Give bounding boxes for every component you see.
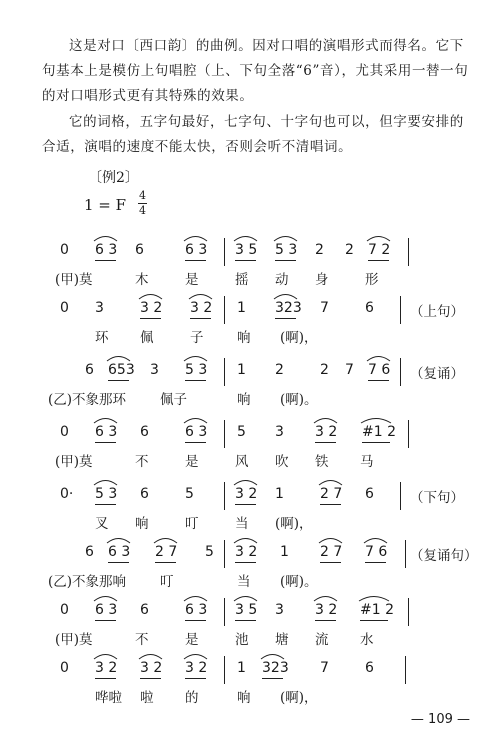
- lyric: 啦: [140, 690, 154, 706]
- bar-line: [224, 598, 225, 626]
- slur-mark: [183, 592, 208, 602]
- note: 6 3: [185, 242, 208, 258]
- beam-underline: [185, 620, 206, 621]
- beam-underline: [140, 678, 161, 679]
- phrase-tag: （下句）: [410, 490, 464, 506]
- beam-underline: [315, 620, 336, 621]
- example-label: 〔例2〕: [88, 170, 139, 186]
- slur-mark: [93, 232, 118, 242]
- note: 0·: [60, 486, 74, 502]
- note: 0: [60, 660, 69, 676]
- slur-mark: [183, 232, 208, 242]
- note: 6: [365, 660, 374, 676]
- beam-underline: [185, 442, 206, 443]
- beam-underline: [275, 260, 296, 261]
- beam-underline: [262, 678, 283, 679]
- score-row: [0, 238, 490, 298]
- note: 6 3: [185, 602, 208, 618]
- slur-mark: [313, 592, 338, 602]
- lyric: 吹: [275, 454, 289, 470]
- bar-line: [405, 540, 406, 568]
- note: 6 3: [108, 544, 131, 560]
- bar-line: [224, 482, 225, 510]
- bar-line: [400, 358, 401, 386]
- slur-mark: [183, 650, 208, 660]
- lyric: 木: [135, 272, 149, 288]
- note: 3 2: [185, 660, 208, 676]
- lyric: 响: [237, 690, 251, 706]
- beam-underline: [155, 562, 176, 563]
- beam-underline: [315, 442, 336, 443]
- lyric: 塘: [275, 632, 289, 648]
- slur-mark: [106, 352, 131, 362]
- lyric: 不: [135, 632, 149, 648]
- note: 2: [275, 362, 284, 378]
- beam-underline: [368, 380, 389, 381]
- score-row: [0, 358, 490, 418]
- lyric: (乙)不象那响: [48, 574, 127, 590]
- phrase-tag: （复诵句）: [410, 548, 478, 564]
- note: 2 7: [320, 544, 343, 560]
- bar-line: [405, 656, 406, 684]
- beam-underline: [108, 562, 129, 563]
- lyric: (啊)。: [280, 392, 318, 408]
- lyric: (啊)。: [280, 574, 318, 590]
- note: 5: [185, 486, 194, 502]
- note: 7: [345, 362, 354, 378]
- note: 323: [275, 300, 302, 316]
- note: 7: [320, 300, 329, 316]
- note: 5 3: [185, 362, 208, 378]
- note: 2: [320, 362, 329, 378]
- paragraph-2: 它的词格，五字句最好，七字句、十字句也可以，但字要安排的合适，演唱的速度不能太快，否则会听不清唱词。: [42, 114, 464, 155]
- note: 323: [262, 660, 289, 676]
- lyric: 的: [185, 690, 199, 706]
- lyric: 流: [315, 632, 329, 648]
- time-denominator: 4: [139, 204, 146, 217]
- note: 7 2: [368, 242, 391, 258]
- note: 0: [60, 242, 69, 258]
- slur-mark: [183, 414, 208, 424]
- bar-line: [408, 238, 409, 266]
- lyric: (乙)不象那环: [48, 392, 127, 408]
- note: 5: [205, 544, 214, 560]
- score-row: [0, 420, 490, 480]
- lyric: 环: [95, 330, 109, 346]
- lyric: (啊)，: [280, 690, 318, 706]
- slur-mark: [183, 352, 208, 362]
- bar-line: [224, 358, 225, 386]
- beam-underline: [368, 260, 389, 261]
- note: 6: [365, 486, 374, 502]
- lyric: 响: [237, 330, 251, 346]
- lyric: 哗啦: [95, 690, 122, 706]
- phrase-tag: （上句）: [410, 304, 464, 320]
- note: 3 5: [235, 242, 258, 258]
- beam-underline: [190, 318, 211, 319]
- slur-mark: [93, 592, 118, 602]
- note: 0: [60, 300, 69, 316]
- lyric: 响: [135, 516, 149, 532]
- bar-line: [408, 598, 409, 626]
- phrase-tag: （复诵）: [410, 366, 464, 382]
- score-row: [0, 540, 490, 600]
- beam-underline: [360, 620, 388, 621]
- note: 653: [108, 362, 135, 378]
- bar-line: [224, 238, 225, 266]
- note: 6: [140, 602, 149, 618]
- note: 2 7: [155, 544, 178, 560]
- note: #1 2: [362, 424, 396, 440]
- note: 3 2: [95, 660, 118, 676]
- note: 6: [85, 362, 94, 378]
- beam-underline: [185, 678, 206, 679]
- slur-mark: [363, 534, 388, 544]
- beam-underline: [185, 380, 206, 381]
- paragraph-1: 这是对口〔西口韵〕的曲例。因对口唱的演唱形式而得名。它下句基本上是模仿上句唱腔（上、下句全落“6”音），尤其采用一替一句的对口唱形式更有其特殊的效果。: [42, 38, 469, 104]
- lyric: 响: [237, 392, 251, 408]
- note: 6 3: [185, 424, 208, 440]
- note: 2 7: [320, 486, 343, 502]
- note: #1 2: [360, 602, 394, 618]
- note: 6: [135, 242, 144, 258]
- lyric: 是: [185, 632, 199, 648]
- beam-underline: [95, 620, 116, 621]
- slur-mark: [93, 476, 118, 486]
- lyric: 是: [185, 272, 199, 288]
- lyric: 不: [135, 454, 149, 470]
- beam-underline: [235, 260, 256, 261]
- slur-mark: [358, 592, 390, 602]
- slur-mark: [318, 534, 343, 544]
- slur-mark: [366, 232, 391, 242]
- lyric: 当: [237, 574, 251, 590]
- note: 3: [275, 602, 284, 618]
- note: 1: [237, 660, 246, 676]
- beam-underline: [275, 318, 296, 319]
- bar-line: [224, 420, 225, 448]
- note: 3 2: [140, 300, 163, 316]
- lyric: 摇: [235, 272, 249, 288]
- note: 3 5: [235, 602, 258, 618]
- lyric: (甲)莫: [55, 272, 93, 288]
- note: 0: [60, 424, 69, 440]
- lyric: 子: [190, 330, 204, 346]
- note: 7 6: [365, 544, 388, 560]
- note: 3: [95, 300, 104, 316]
- note: 6: [365, 300, 374, 316]
- note: 3 2: [315, 424, 338, 440]
- beam-underline: [140, 318, 161, 319]
- slur-mark: [233, 534, 258, 544]
- slur-mark: [273, 290, 298, 300]
- lyric: (甲)莫: [55, 454, 93, 470]
- note: 3 2: [235, 544, 258, 560]
- key-signature: 1 = F: [84, 196, 127, 214]
- score-row: [0, 296, 490, 356]
- note: 7 6: [368, 362, 391, 378]
- beam-underline: [362, 442, 390, 443]
- slur-mark: [138, 650, 163, 660]
- bar-line: [408, 420, 409, 448]
- note: 6: [140, 424, 149, 440]
- lyric: 当: [235, 516, 249, 532]
- lyric: 水: [360, 632, 374, 648]
- slur-mark: [233, 232, 258, 242]
- lyric: 叉: [95, 516, 109, 532]
- score-row: [0, 482, 490, 542]
- note: 6 3: [95, 424, 118, 440]
- note: 1: [237, 362, 246, 378]
- lyric: 铁: [315, 454, 329, 470]
- note: 6: [140, 486, 149, 502]
- note: 2: [345, 242, 354, 258]
- note: 3 2: [315, 602, 338, 618]
- time-numerator: 4: [139, 189, 146, 202]
- note: 6 3: [95, 602, 118, 618]
- lyric: 风: [235, 454, 249, 470]
- lyric: 佩子: [160, 392, 187, 408]
- beam-underline: [320, 504, 341, 505]
- page-number: — 109 —: [410, 712, 470, 727]
- beam-underline: [320, 562, 341, 563]
- note: 6: [85, 544, 94, 560]
- note: 3 2: [190, 300, 213, 316]
- note: 6 3: [95, 242, 118, 258]
- note: 5: [237, 424, 246, 440]
- lyric: 叮: [160, 574, 174, 590]
- bar-line: [224, 296, 225, 324]
- slur-mark: [318, 476, 343, 486]
- slur-mark: [233, 476, 258, 486]
- beam-underline: [95, 504, 116, 505]
- bar-line: [400, 482, 401, 510]
- lyric: (啊)，: [280, 330, 318, 346]
- beam-underline: [365, 562, 386, 563]
- lyric: 池: [235, 632, 249, 648]
- note: 1: [275, 486, 284, 502]
- score-row: [0, 598, 490, 658]
- lyric: 动: [275, 272, 289, 288]
- note: 3: [150, 362, 159, 378]
- slur-mark: [188, 290, 213, 300]
- note: 3 2: [235, 486, 258, 502]
- slur-mark: [233, 592, 258, 602]
- beam-underline: [185, 260, 206, 261]
- lyric: 叮: [185, 516, 199, 532]
- slur-mark: [106, 534, 131, 544]
- note: 1: [280, 544, 289, 560]
- lyric: 身: [315, 272, 329, 288]
- beam-underline: [235, 562, 256, 563]
- note: 3: [275, 424, 284, 440]
- beam-underline: [95, 442, 116, 443]
- bar-line: [224, 656, 225, 684]
- slur-mark: [138, 290, 163, 300]
- lyric: (甲)莫: [55, 632, 93, 648]
- bar-line: [400, 296, 401, 324]
- note: 1: [237, 300, 246, 316]
- note: 2: [315, 242, 324, 258]
- time-signature: [138, 190, 147, 217]
- note: 0: [60, 602, 69, 618]
- beam-underline: [235, 620, 256, 621]
- beam-underline: [235, 504, 256, 505]
- beam-underline: [95, 260, 116, 261]
- beam-underline: [108, 380, 129, 381]
- score-row: [0, 656, 490, 716]
- slur-mark: [313, 414, 338, 424]
- note: 5 3: [95, 486, 118, 502]
- bar-line: [224, 540, 225, 568]
- slur-mark: [93, 414, 118, 424]
- slur-mark: [273, 232, 298, 242]
- lyric: 佩: [140, 330, 154, 346]
- note: 5 3: [275, 242, 298, 258]
- slur-mark: [153, 534, 178, 544]
- note: 7: [320, 660, 329, 676]
- slur-mark: [93, 650, 118, 660]
- lyric: (啊)，: [275, 516, 313, 532]
- slur-mark: [360, 414, 392, 424]
- lyric: 马: [360, 454, 374, 470]
- slur-mark: [366, 352, 391, 362]
- lyric: 形: [365, 272, 379, 288]
- note: 3 2: [140, 660, 163, 676]
- slur-mark: [260, 650, 285, 660]
- lyric: 是: [185, 454, 199, 470]
- beam-underline: [95, 678, 116, 679]
